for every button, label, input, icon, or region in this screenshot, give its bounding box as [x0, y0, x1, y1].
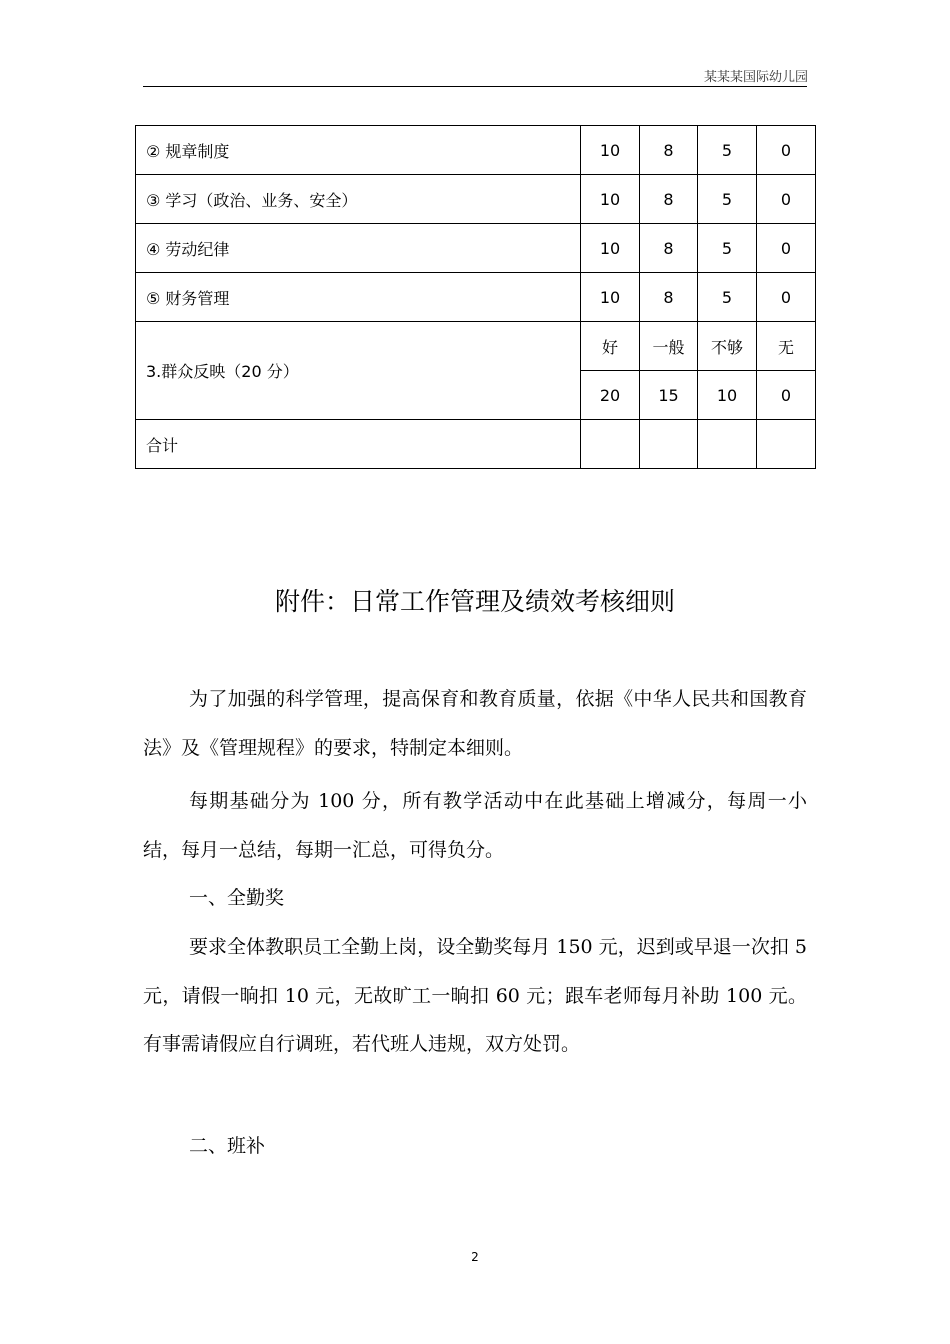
paragraph-base-score: 每期基础分为 100 分，所有教学活动中在此基础上增减分，每周一小结，每月一总结，每期一汇总，可得负分。 — [143, 790, 807, 861]
header-rule — [143, 86, 807, 87]
score-cell: 8 — [640, 273, 698, 322]
attachment-title: 附件：日常工作管理及绩效考核细则 — [274, 587, 675, 616]
row-item: 合计 — [136, 420, 581, 469]
table-row — [136, 420, 816, 469]
score-cell: 5 — [698, 126, 757, 175]
score-cell — [581, 420, 640, 469]
score-cell — [698, 420, 757, 469]
score-cell: 10 — [581, 224, 640, 273]
row-item: ④ 劳动纪律 — [136, 224, 581, 273]
table-row — [136, 175, 816, 224]
table-row — [136, 273, 816, 322]
score-cell: 0 — [757, 224, 816, 273]
paragraph-intro: 为了加强的科学管理，提高保育和教育质量，依据《中华人民共和国教育法》及《管理规程》的要求，特制定本细则。 — [143, 688, 807, 759]
score-cell: 0 — [757, 175, 816, 224]
level-cell: 无 — [757, 322, 816, 371]
score-cell — [640, 420, 698, 469]
table-row — [136, 126, 816, 175]
score-cell: 5 — [698, 175, 757, 224]
paragraph-attendance: 要求全体教职员工全勤上岗，设全勤奖每月 150 元，迟到或早退一次扣 5 元，请假一晌扣 10 元，无故旷工一晌扣 60 元；跟车老师每月补助 100 元。有事需请假应自行调班，若代班人违规，双方处罚。 — [143, 936, 807, 1055]
row-item: ② 规章制度 — [136, 126, 581, 175]
score-cell: 20 — [581, 371, 640, 420]
level-cell: 一般 — [640, 322, 698, 371]
section-heading-class-allowance: 二、班补 — [189, 1135, 266, 1157]
score-cell: 10 — [581, 175, 640, 224]
score-cell: 10 — [581, 126, 640, 175]
level-cell: 好 — [581, 322, 640, 371]
score-cell: 0 — [757, 273, 816, 322]
table-row — [136, 322, 816, 371]
row-item: ⑤ 财务管理 — [136, 273, 581, 322]
score-cell: 0 — [757, 371, 816, 420]
row-item: 3.群众反映（20 分） — [136, 322, 581, 420]
score-cell — [757, 420, 816, 469]
score-cell: 10 — [581, 273, 640, 322]
row-item: ③ 学习（政治、业务、安全） — [136, 175, 581, 224]
page-number: 2 — [471, 1250, 479, 1264]
score-cell: 5 — [698, 224, 757, 273]
score-cell: 8 — [640, 126, 698, 175]
score-cell: 0 — [757, 126, 816, 175]
section-heading-attendance: 一、全勤奖 — [189, 887, 285, 909]
score-cell: 8 — [640, 175, 698, 224]
header-org-name: 某某某国际幼儿园 — [703, 70, 808, 85]
score-cell: 10 — [698, 371, 757, 420]
level-cell: 不够 — [698, 322, 757, 371]
score-cell: 8 — [640, 224, 698, 273]
table-row — [136, 224, 816, 273]
score-table — [135, 125, 816, 469]
score-cell: 5 — [698, 273, 757, 322]
score-cell: 15 — [640, 371, 698, 420]
